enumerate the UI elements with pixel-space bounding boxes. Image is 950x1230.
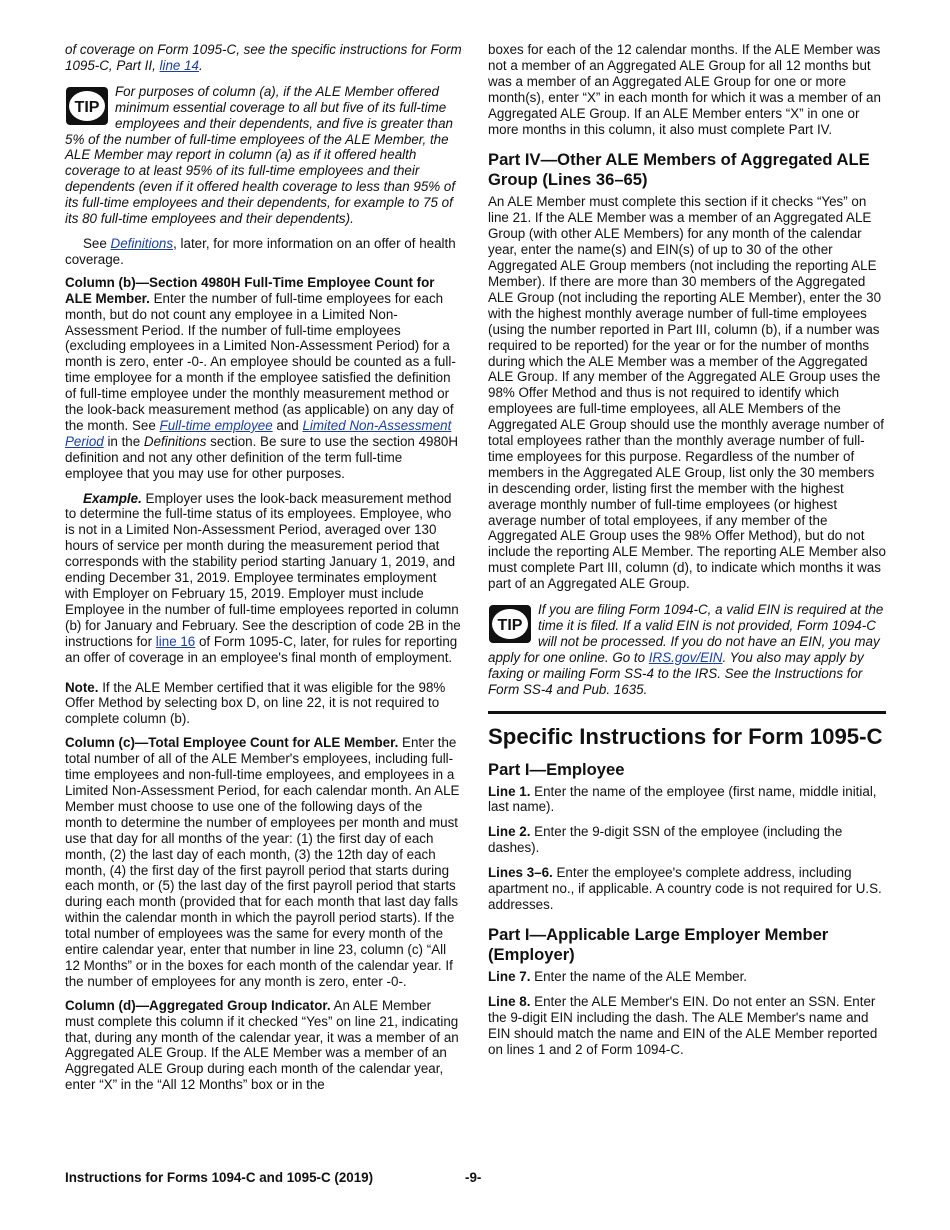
heading-note: Note. <box>65 679 99 695</box>
tip-icon <box>488 604 532 644</box>
heading-column-c: Column (c)—Total Employee Count for ALE Member. <box>65 735 399 751</box>
tip-icon-label: TIP <box>497 617 523 635</box>
paragraph-example: Example. Employer uses the look-back measurement method to determine the full-time status of its employees. Employee, who is not in a Limited Non-Assessment Period, averaged over 130 hours of service per month during the measurement period that corresponds with the stability period starting January 1, 2019, and ending December 31, 2019. Employee terminates employment with Employer on February 15, 2019. Employer must include Employee in the number of full-time employees reported in column (b) for January and February. See the description of code 2B in the instructions for line 16 of Form 1095-C, later, for rules for reporting an offer of coverage in an employee's final month of employment. <box>65 490 461 665</box>
heading-part-iv: Part IV—Other ALE Members of Aggregated ALE Group (Lines 36–65) <box>488 150 870 190</box>
section-divider <box>488 711 886 714</box>
footer-title: Instructions for Forms 1094-C and 1095-C (2019) <box>65 1170 374 1185</box>
heading-part-i-employer: Part I—Applicable Large Employer Member (Employer) <box>488 924 829 964</box>
page-footer <box>65 1170 886 1186</box>
tip-text-column-a: For purposes of column (a), if the ALE Member offered minimum essential coverage to all but five of its full-time employees and their dependents, and five is greater than 5% of the number of full-time employees of the ALE Member, the ALE Member may report in column (a) as if it offered health coverage to at least 95% of its full-time employees and their dependents (even if it offered health coverage to less than 95% of its full-time employees and their dependents, for example to 75 of its 80 full-time employees and their dependents). <box>65 83 456 227</box>
link-line-16[interactable]: line 16 <box>155 633 196 649</box>
link-full-time-employee[interactable]: Full-time employee <box>159 417 273 433</box>
link-limited-non-assessment-period[interactable]: Limited Non-Assessment Period <box>65 417 452 449</box>
paragraph-part-iv: An ALE Member must complete this section if it checks “Yes” on line 21. If the ALE Member was a member of an Aggregated ALE Group (with other ALE Members) for any month of the calendar year, enter the name(s) and EIN(s) of up to 30 of the other Aggregated ALE Group members (not including the reporting ALE Member). If there are more than 30 members of the Aggregated ALE Group (not including the reporting ALE Member), enter the 30 with the highest monthly average number of full-time employees (using the number reported in Part III, column (b), if a number was required to be reported) for the year or for the number of months during which the ALE Member was a member of the Aggregated ALE Group. If any member of the Aggregated ALE Group uses the 98% Offer Method and thus is not required to identify which employees are full-time employees, all ALE Members of the Aggregated ALE Group should use the monthly average number of total employees rather than the monthly average number of full-time employees for this purpose. Regardless of the number of members in the Aggregated ALE Group, list only the 30 members in descending order, listing first the member with the highest average monthly number of full-time employees (or highest average number of total employees, if any member of the Aggregated ALE Group uses the 98% Offer Method), but do not include the reporting ALE Member. The reporting ALE Member also must complete Part III, column (d), to indicate which months it was part of an Aggregated ALE Group. <box>488 194 886 592</box>
paragraph-note: Note. If the ALE Member certified that it was eligible for the 98% Offer Method by selecting box D, on line 22, it is not required to complete column (b). <box>65 679 446 727</box>
tip-text-ein: If you are filing Form 1094-C, a valid EIN is required at the time it is filed. If a valid EIN is not provided, Form 1094-C will not be processed. If you do not have an EIN, you may apply for one online. Go to IRS.gov/EIN. You also may apply by faxing or mailing Form SS-4 to the IRS. See the Instructions for Form SS-4 and Pub. 1635. <box>488 602 884 697</box>
heading-column-b: Column (b)—Section 4980H Full-Time Employee Count for ALE Member. <box>65 274 435 306</box>
paragraph-column-b: Column (b)—Section 4980H Full-Time Employee Count for ALE Member. Enter the number of full-time employees for each month, but do not count any employee in a Limited Non-Assessment Period. If the number of full-time employees (excluding employees in a Limited Non-Assessment Period) for a month is zero, enter -0-. An employee should be counted as a full-time employee for a month if the employee satisfied the definition of full-time employee under the monthly measurement method or the look-back measurement method (as applicable) on any day of the month. See Full-time employee and Limited Non-Assessment Period in the Definitions section. Be sure to use the section 4980H definition and not any other definition of the term full-time employee that you may use for other purposes. <box>65 274 459 481</box>
tip-icon-label: TIP <box>74 98 100 116</box>
paragraph-coverage-ref: of coverage on Form 1095-C, see the specific instructions for Form 1095-C, Part II, line 14. <box>65 42 462 73</box>
paragraph-column-d-continued: boxes for each of the 12 calendar months. If the ALE Member was not a member of an Aggregated ALE Group for all 12 months but was a member of an Aggregated ALE Group for one or more month(s), enter “X” in each month for which it was a member of an Aggregated ALE Group. If an ALE Member enters “X” in one or more months in this column, it also must complete Part IV. <box>488 42 881 137</box>
paragraph-line-7: Line 7. Enter the name of the ALE Member. <box>488 968 748 984</box>
paragraph-line-8: Line 8. Enter the ALE Member's EIN. Do not enter an SSN. Enter the 9-digit EIN including the dash. The ALE Member's name and EIN should match the name and EIN of the ALE Member reported on lines 1 and 2 of Form 1094-C. <box>488 993 878 1057</box>
tip-box-column-a <box>65 84 462 227</box>
left-column <box>65 42 462 1100</box>
paragraph-line-2: Line 2. Enter the 9-digit SSN of the employee (including the dashes). <box>488 824 843 856</box>
link-irs-gov-ein[interactable]: IRS.gov/EIN <box>648 649 723 665</box>
tip-icon <box>65 86 109 126</box>
paragraph-see-definitions: See Definitions, later, for more information on an offer of health coverage. <box>65 235 456 267</box>
heading-part-i-employee: Part I—Employee <box>488 759 625 779</box>
paragraph-line-1: Line 1. Enter the name of the employee (first name, middle initial, last name). <box>488 783 877 815</box>
heading-specific-instructions-1095c: Specific Instructions for Form 1095-C <box>488 723 883 749</box>
link-definitions[interactable]: Definitions <box>110 235 174 251</box>
paragraph-lines-3-6: Lines 3–6. Enter the employee's complete address, including apartment no., if applicable. A country code is not required for U.S. addresses. <box>488 865 882 912</box>
page-number: -9- <box>465 1170 482 1185</box>
heading-example: Example. <box>83 490 142 506</box>
paragraph-column-c: Column (c)—Total Employee Count for ALE Member. Enter the total number of all of the ALE Member's employees, including full-time employees and non-full-time employees, and employees in a Limited Non-Assessment Period, for each calendar month. An ALE Member must choose to use one of the following days of the month to determine the number of employees per month and must use that day for all months of the year: (1) the first day of each month, (2) the last day of each month, (3) the 12th day of each month, (4) the first day of the first payroll period that starts during each month, or (5) the last day of the first payroll period that starts during each month (provided that for each month that last day falls within the calendar month in which the payroll period starts). If the total number of employees was the same for every month of the entire calendar year, enter that number in line 23, column (c) “All 12 Months” or in the boxes for each month of the calendar year. If the number of employees for any month is zero, enter -0-. <box>65 735 460 989</box>
tip-box-ein <box>488 602 886 697</box>
heading-column-d: Column (d)—Aggregated Group Indicator. <box>65 997 331 1013</box>
link-line-14[interactable]: line 14 <box>159 57 199 73</box>
right-column <box>488 42 886 1064</box>
paragraph-column-d: Column (d)—Aggregated Group Indicator. An ALE Member must complete this column if it checked “Yes” on line 21, indicating that, during any month of the calendar year, it was a member of an Aggregated ALE Group. If the ALE Member was a member of an Aggregated ALE Group during each month of the calendar year, enter “X” in the “All 12 Months” box or in the <box>65 997 459 1093</box>
